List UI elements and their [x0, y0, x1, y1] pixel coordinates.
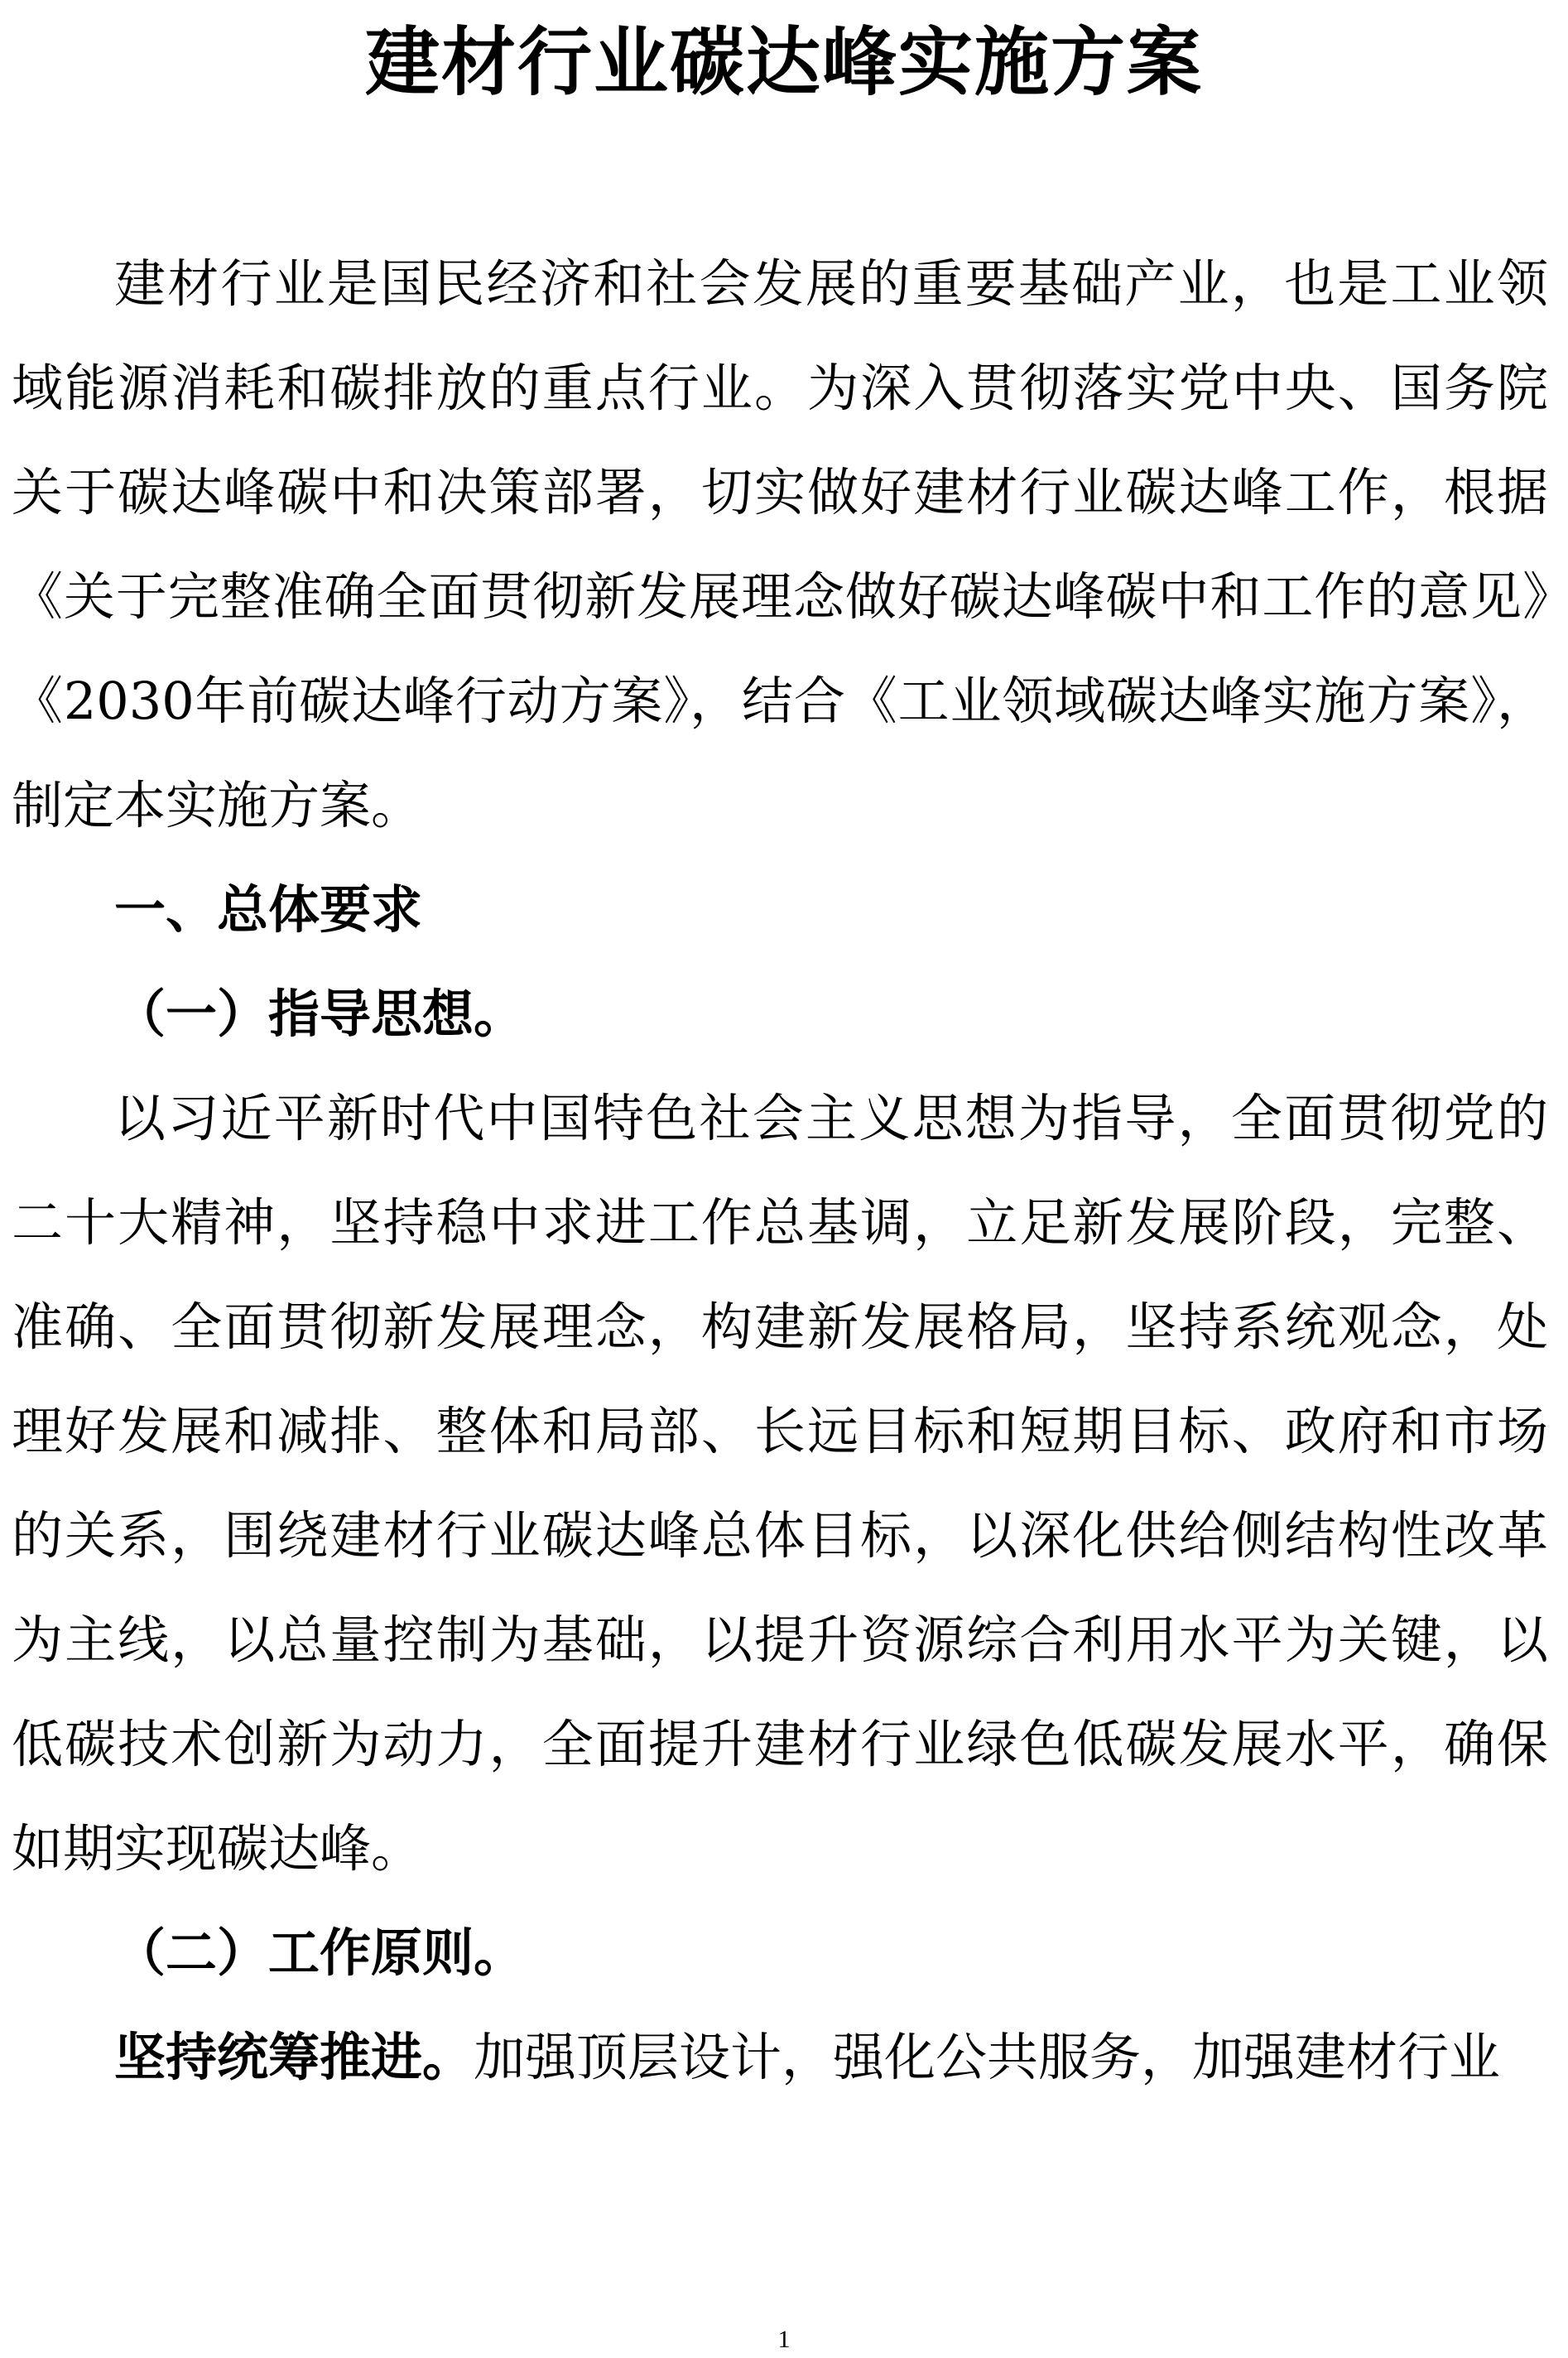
principle-text: 加强顶层设计，强化公共服务，加强建材行业	[474, 2027, 1501, 2087]
principle-lead: 坚持统筹推进。	[114, 2027, 474, 2087]
subsection-heading-working-principles: （二）工作原则。	[114, 1922, 526, 1983]
section-heading-overall-requirements: 一、总体要求	[114, 879, 423, 940]
principle-paragraph	[12, 2005, 1548, 2110]
subsection-heading-guiding-thought: （一）指导思想。	[114, 984, 526, 1044]
guiding-thought-paragraph: 以习近平新时代中国特色社会主义思想为指导，全面贯彻党的二十大精神，坚持稳中求进工作总基调，立足新发展阶段，完整、准确、全面贯彻新发展理念，构建新发展格局，坚持系统观念，处理好发展和减排、整体和局部、长远目标和短期目标、政府和市场的关系，围绕建材行业碳达峰总体目标，以深化供给侧结构性改革为主线，以总量控制为基础，以提升资源综合利用水平为关键，以低碳技术创新为动力，全面提升建材行业绿色低碳发展水平，确保如期实现碳达峰。	[12, 1088, 1548, 1879]
document-title: 建材行业碳达峰实施方案	[365, 19, 1203, 106]
intro-paragraph: 建材行业是国民经济和社会发展的重要基础产业，也是工业领域能源消耗和碳排放的重点行业。为深入贯彻落实党中央、国务院关于碳达峰碳中和决策部署，切实做好建材行业碳达峰工作，根据《关于完整准确全面贯彻新发展理念做好碳达峰碳中和工作的意见》《2030年前碳达峰行动方案》，结合《工业领域碳达峰实施方案》，制定本实施方案。	[12, 253, 1548, 835]
document-body	[12, 232, 1548, 2110]
page-number: 1	[777, 2326, 791, 2353]
